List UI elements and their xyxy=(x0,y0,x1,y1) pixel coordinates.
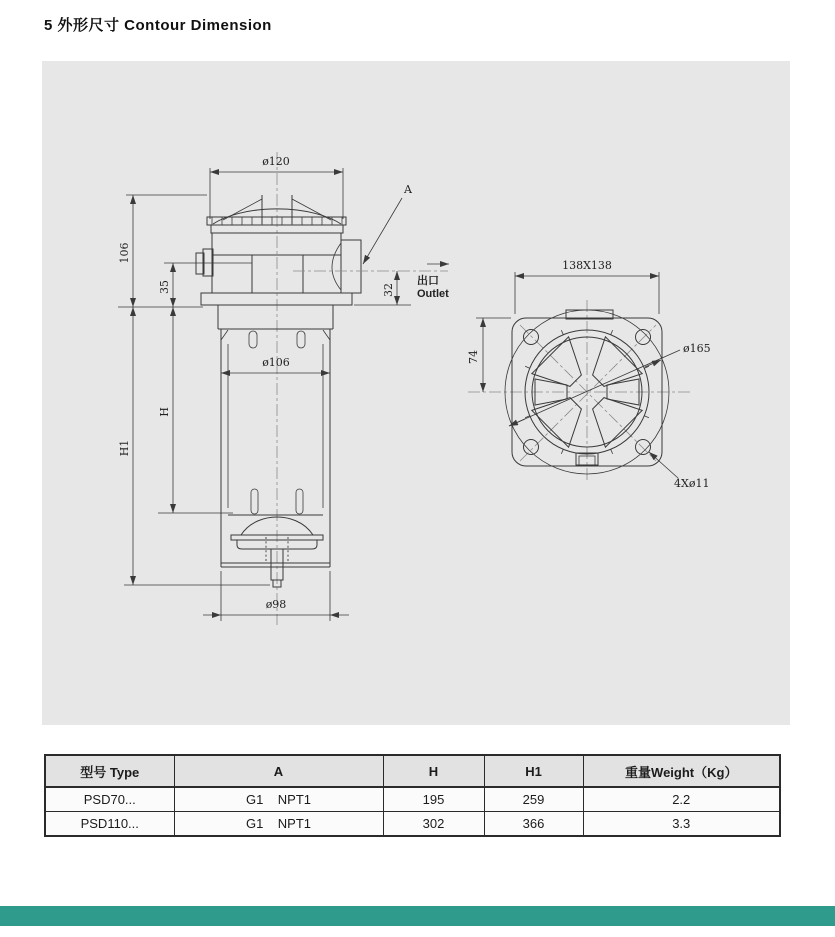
table-row xyxy=(45,787,780,812)
cell-weight: 3.3 xyxy=(583,812,780,837)
dim-bottom-diameter-label: ø98 xyxy=(265,598,287,611)
detail-mark-label: A xyxy=(404,183,412,196)
column-header-a: A xyxy=(174,755,383,787)
outlet-label-en: Outlet xyxy=(417,288,449,300)
cell-a: G1 NPT1 xyxy=(174,812,383,837)
dim-flange-size-label: 138X138 xyxy=(562,259,612,272)
section-title: 5 外形尺寸 Contour Dimension xyxy=(44,17,272,34)
dim-outlet-offset-label: 32 xyxy=(382,283,395,297)
cell-h: 302 xyxy=(383,812,484,837)
dimension-table xyxy=(44,754,781,837)
column-header-h1: H1 xyxy=(484,755,583,787)
dim-center-offset-label: 74 xyxy=(467,350,480,364)
drawing-panel xyxy=(42,61,790,725)
dim-body-diameter-label: ø106 xyxy=(262,356,290,369)
column-header-type: 型号 Type xyxy=(45,755,174,787)
column-header-h: H xyxy=(383,755,484,787)
cell-h1: 366 xyxy=(484,812,583,837)
cell-h: 195 xyxy=(383,787,484,812)
column-header-weight: 重量Weight（Kg） xyxy=(583,755,780,787)
dim-bolt-holes-label: 4Xø11 xyxy=(674,477,710,490)
table-row xyxy=(45,812,780,837)
cell-type: PSD70... xyxy=(45,787,174,812)
dim-outer-diameter-label: ø165 xyxy=(683,342,711,355)
cell-a: G1 NPT1 xyxy=(174,787,383,812)
dim-height-h1-label: H1 xyxy=(118,439,131,457)
outlet-label-cn: 出口 xyxy=(417,275,439,287)
table-header-row xyxy=(45,755,780,787)
dim-height-h-label: H xyxy=(158,407,171,417)
cell-type: PSD110... xyxy=(45,812,174,837)
dim-cap-diameter-label: ø120 xyxy=(262,155,290,168)
footer-accent-bar xyxy=(0,906,835,926)
dim-head-height-label: 106 xyxy=(118,242,131,264)
cell-h1: 259 xyxy=(484,787,583,812)
dim-drain-offset-label: 35 xyxy=(158,280,171,294)
cell-weight: 2.2 xyxy=(583,787,780,812)
